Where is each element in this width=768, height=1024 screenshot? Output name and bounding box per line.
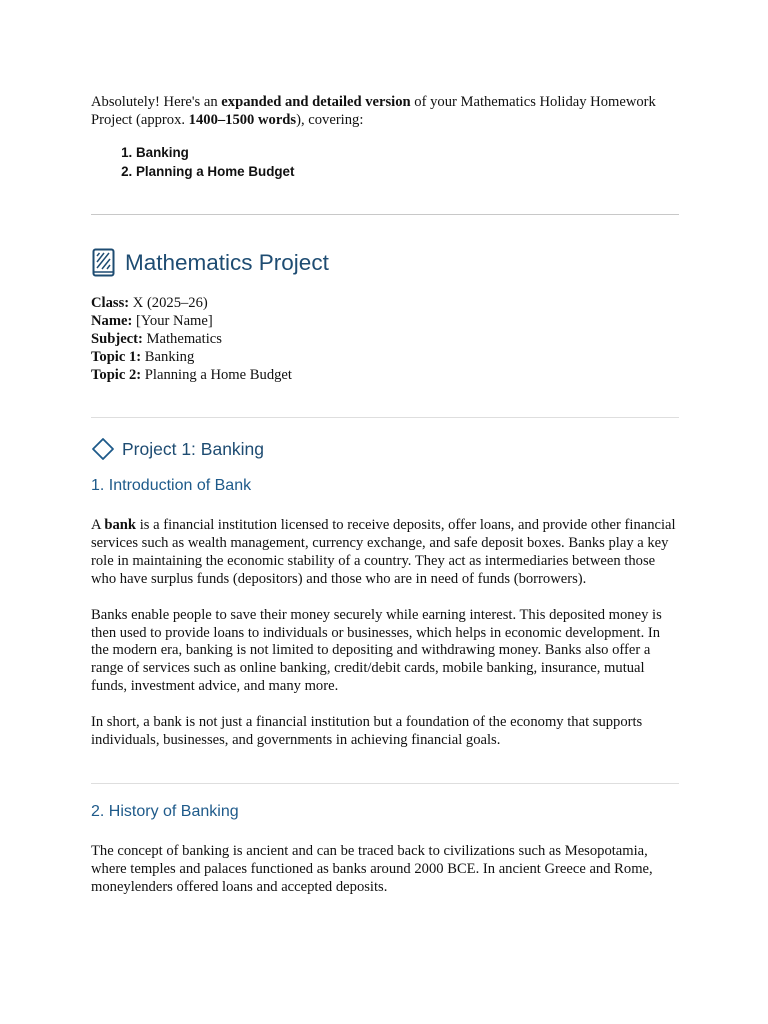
intro-text: of your Mathematics Holiday Homework Project (approx.: [91, 94, 656, 128]
project-1-heading: [91, 437, 679, 461]
paragraph-text: A: [91, 517, 105, 533]
meta-value: Banking: [141, 349, 195, 365]
intro-text: ), covering:: [296, 112, 364, 128]
meta-label: Topic 2:: [91, 367, 142, 383]
project-meta: [91, 294, 679, 384]
meta-label: Class:: [91, 295, 130, 311]
intro-bold-wordcount: 1400–1500 words: [188, 112, 297, 128]
meta-value: Planning a Home Budget: [141, 367, 292, 383]
diamond-icon: [91, 437, 115, 461]
meta-subject: [91, 330, 679, 348]
meta-label: Subject:: [91, 331, 143, 347]
meta-value: X (2025–26): [129, 295, 208, 311]
section-2-body: [91, 843, 679, 897]
section-1-body: [91, 517, 679, 750]
bold-term-bank: bank: [104, 517, 137, 533]
meta-topic-1: [91, 348, 679, 366]
intro-paragraph: [91, 93, 679, 129]
project-1-heading-text: Project 1: Banking: [122, 439, 265, 459]
meta-name: [91, 312, 679, 330]
meta-label: Name:: [91, 313, 133, 329]
page-title-text: Mathematics Project: [125, 250, 329, 275]
section-1-paragraph-3: In short, a bank is not just a financial institution but a foundation of the economy that supports individuals, businesses, and governments in achieving financial goals.: [91, 714, 643, 749]
section-2-heading: 2. History of Banking: [91, 802, 239, 820]
intro-text: Absolutely! Here's an: [91, 94, 222, 110]
meta-value: Mathematics: [142, 331, 222, 347]
meta-class: [91, 294, 679, 312]
book-icon: [91, 248, 117, 278]
section-2-paragraph-1: The concept of banking is ancient and can be traced back to civilizations such as Mesopotamia, where temples and palaces functioned as banks around 2000 BCE. In ancient Greece and Rome, moneylenders offered loans and accepted deposits.: [91, 842, 653, 895]
section-1-paragraph-2: Banks enable people to save their money securely while earning interest. This deposited money is then used to provide loans to individuals or businesses, which helps in economic development. In the modern era, banking is not limited to depositing and withdrawing money. Banks also offer a range of services such as online banking, credit/debit cards, mobile banking, insurance, mutual funds, investment advice, and many more.: [91, 606, 662, 695]
page-title: [91, 248, 679, 278]
section-1-paragraph-1: [91, 517, 679, 589]
topic-list-item: 1. Banking: [136, 143, 679, 162]
meta-label: Topic 1:: [91, 349, 142, 365]
meta-topic-2: [91, 366, 679, 384]
document-page: [91, 93, 679, 897]
topic-list: [91, 143, 679, 181]
paragraph-text: is a financial institution licensed to receive deposits, offer loans, and provide other financial services such as wealth management, currency exchange, and safe deposit boxes. Banks play a key role in maintaining the economic stability of a country. They act as intermediaries between those who have surplus funds (depositors) and those who are in need of funds (borrowers).: [91, 517, 676, 587]
intro-bold-version: expanded and detailed version: [221, 94, 411, 110]
topic-list-item: 2. Planning a Home Budget: [136, 162, 679, 181]
meta-value: [Your Name]: [132, 313, 213, 329]
section-1-heading: 1. Introduction of Bank: [91, 477, 252, 494]
